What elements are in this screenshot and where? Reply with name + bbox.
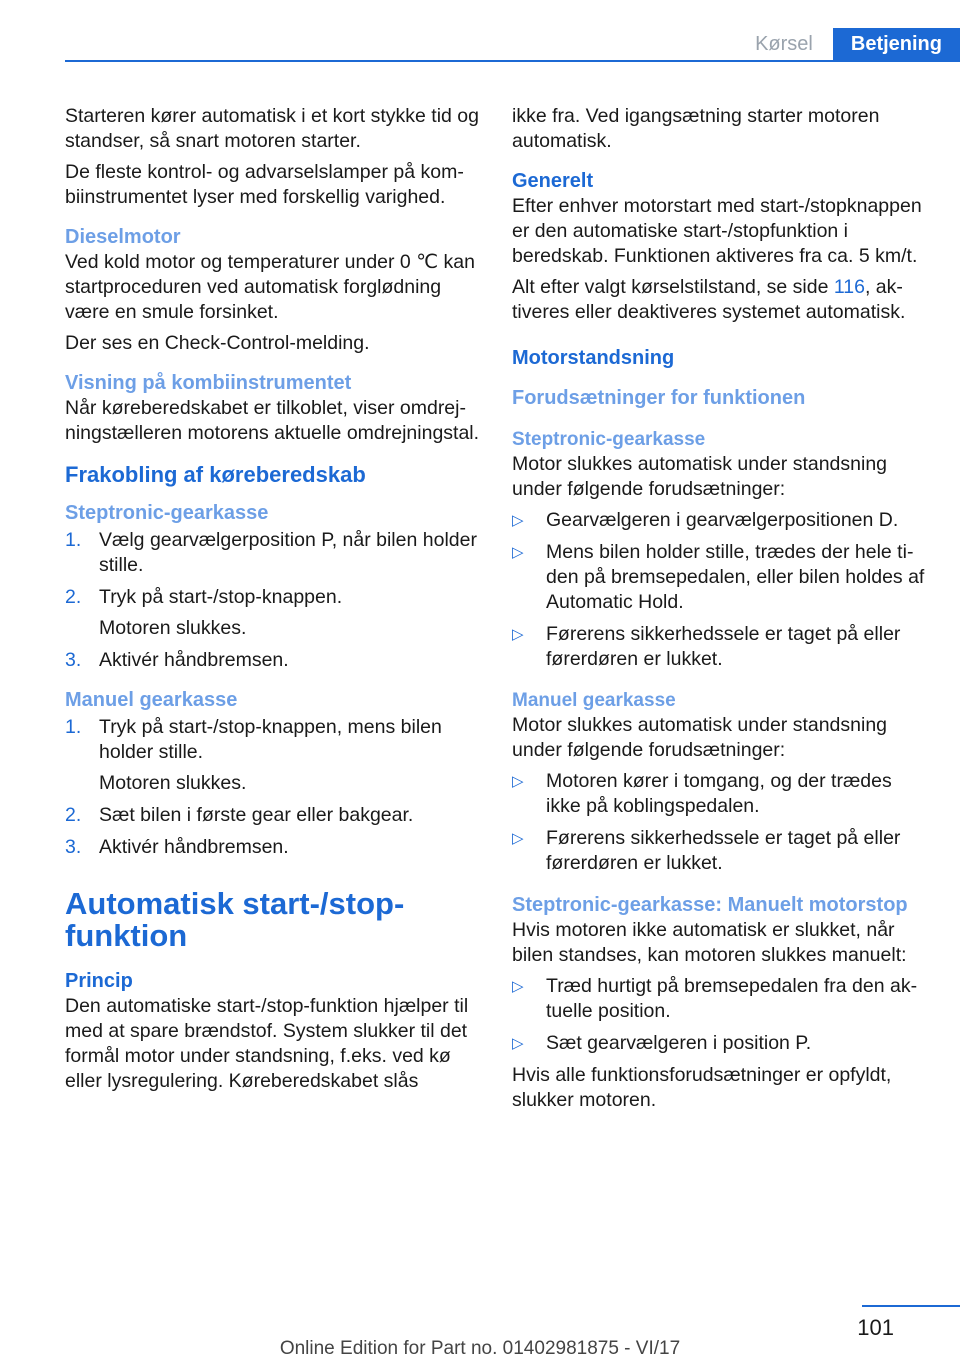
text-span: Alt efter valgt kørselstilstand, se side xyxy=(512,276,834,298)
triangle-bullet-icon: ▷ xyxy=(512,1035,524,1052)
list-item xyxy=(65,648,480,673)
triangle-bullet-icon: ▷ xyxy=(512,773,524,790)
tab-korsel: Kørsel xyxy=(755,33,813,55)
footer-edition: Online Edition for Part no. 01402981875 - VI/17 xyxy=(279,1338,681,1359)
heading-manuel: Manuel gearkasse xyxy=(65,689,238,711)
bullet-list-steptronic xyxy=(512,508,927,672)
paragraph: Hvis alle funktionsforudsætninger er opfyldt, slukker motoren. xyxy=(512,1064,892,1111)
heading-dieselmotor: Dieselmotor xyxy=(65,226,181,248)
bullet-text: Motoren kører i tomgang, og der trædes ikke på koblingspedalen. xyxy=(546,770,892,817)
list-item xyxy=(512,1031,927,1056)
paragraph: ikke fra. Ved igangsætning starter motoren automatisk. xyxy=(512,105,880,152)
bullet-text: Førerens sikkerhedssele er taget på eller førerdøren er lukket. xyxy=(546,827,901,874)
bullet-list-manuel xyxy=(512,769,927,876)
page-number-rule xyxy=(862,1305,960,1307)
paragraph: Ved kold motor og temperaturer under 0 ℃ kan startproceduren ved automatisk forglødning være en smule forsinket. xyxy=(65,251,475,323)
step-text: Vælg gearvælgerposition P, når bilen holder stille. xyxy=(99,529,477,576)
step-number: 2. xyxy=(65,586,82,608)
paragraph: Motor slukkes automatisk under standsning under følgende forudsætninger: xyxy=(512,714,888,761)
list-item xyxy=(512,769,927,819)
heading-automatisk: Automatisk start-/stop-funktion xyxy=(65,886,405,953)
triangle-bullet-icon: ▷ xyxy=(512,544,524,561)
heading-steptronic: Steptronic-gearkasse xyxy=(512,429,706,450)
paragraph: Hvis motoren ikke automatisk er slukket, når bilen standses, kan motoren slukkes manuelt: xyxy=(512,919,907,966)
step-text: Tryk på start-/stop-knappen. xyxy=(99,586,343,608)
triangle-bullet-icon: ▷ xyxy=(512,978,524,995)
step-number: 3. xyxy=(65,836,82,858)
heading-manuel: Manuel gearkasse xyxy=(512,690,676,711)
heading-visning: Visning på kombiinstrumentet xyxy=(65,372,352,394)
heading-princip: Princip xyxy=(65,970,133,992)
top-rule xyxy=(65,60,960,62)
bullet-text: Gearvælgeren i gearvælgerpositionen D. xyxy=(546,509,899,531)
paragraph: Der ses en Check-Control-melding. xyxy=(65,332,370,354)
paragraph: Den automatiske start-/stop-funktion hjælper til med at spare brændstof. System slukker til det formål motor under standsning, f.eks. ved kø eller lysregulering. Køreberedskabet slås xyxy=(65,995,469,1092)
bullet-text: Træd hurtigt på bremsepedalen fra den aktuelle position. xyxy=(546,975,918,1022)
triangle-bullet-icon: ▷ xyxy=(512,626,524,643)
paragraph: Efter enhver motorstart med start-/stopknappen er den automatiske start-/stopfunktion i beredskab. Funktionen aktiveres fra ca. 5 km/t. xyxy=(512,195,922,267)
heading-forudsaetninger: Forudsætninger for funktionen xyxy=(512,387,806,409)
list-item xyxy=(512,974,927,1024)
bullet-text: Mens bilen holder stille, trædes der hele tiden på bremsepedalen, eller bilen holdes af Automatic Hold. xyxy=(546,541,925,613)
heading-frakobling: Frakobling af køreberedskab xyxy=(65,462,366,487)
step-subtext: Motoren slukkes. xyxy=(99,772,247,794)
step-number: 2. xyxy=(65,804,82,826)
list-item xyxy=(512,540,927,615)
list-item xyxy=(512,508,927,533)
paragraph: Motor slukkes automatisk under standsning under følgende forudsætninger: xyxy=(512,453,888,500)
step-subtext: Motoren slukkes. xyxy=(99,617,247,639)
page-link[interactable]: 116 xyxy=(833,276,865,298)
list-item xyxy=(512,826,927,876)
step-number: 3. xyxy=(65,649,82,671)
step-number: 1. xyxy=(65,529,82,551)
step-number: 1. xyxy=(65,716,82,738)
paragraph: Når køreberedskabet er tilkoblet, viser omdrejningstælleren motorens aktuelle omdrejningstal. xyxy=(65,397,480,444)
list-item xyxy=(512,622,927,672)
page-number: 101 xyxy=(857,1315,894,1340)
list-item xyxy=(65,528,480,578)
paragraph: Starteren kører automatisk i et kort stykke tid og standser, så snart motoren starter. xyxy=(65,105,479,152)
step-list-manuel xyxy=(65,715,480,860)
left-column xyxy=(65,104,480,1100)
paragraph xyxy=(512,275,927,325)
list-item xyxy=(65,715,480,796)
step-text: Aktivér håndbremsen. xyxy=(99,649,289,671)
header-tabs xyxy=(735,28,960,60)
bullet-text: Sæt gearvælgeren i position P. xyxy=(546,1032,812,1054)
bullet-text: Førerens sikkerhedssele er taget på eller førerdøren er lukket. xyxy=(546,623,901,670)
list-item xyxy=(65,803,480,828)
heading-generelt: Generelt xyxy=(512,170,594,192)
paragraph: De fleste kontrol- og advarselslamper på kombiinstrumentet lyser med forskellig varighed. xyxy=(65,161,464,208)
list-item xyxy=(65,835,480,860)
text-span: , aktiveres eller deaktiveres systemet automatisk. xyxy=(512,276,906,323)
heading-steptronic-manuelt: Steptronic-gearkasse: Manuelt motorstop xyxy=(512,894,908,916)
heading-motorstandsning: Motorstandsning xyxy=(512,347,675,369)
step-text: Aktivér håndbremsen. xyxy=(99,836,289,858)
list-item xyxy=(65,585,480,641)
right-column xyxy=(512,104,927,1119)
step-text: Sæt bilen i første gear eller bakgear. xyxy=(99,804,414,826)
triangle-bullet-icon: ▷ xyxy=(512,830,524,847)
step-list-steptronic xyxy=(65,528,480,673)
triangle-bullet-icon: ▷ xyxy=(512,512,524,529)
tab-betjening: Betjening xyxy=(833,28,960,60)
step-text: Tryk på start-/stop-knappen, mens bilen holder stille. xyxy=(99,716,442,763)
bullet-list-manuelt-stop xyxy=(512,974,927,1056)
heading-steptronic: Steptronic-gearkasse xyxy=(65,502,269,524)
